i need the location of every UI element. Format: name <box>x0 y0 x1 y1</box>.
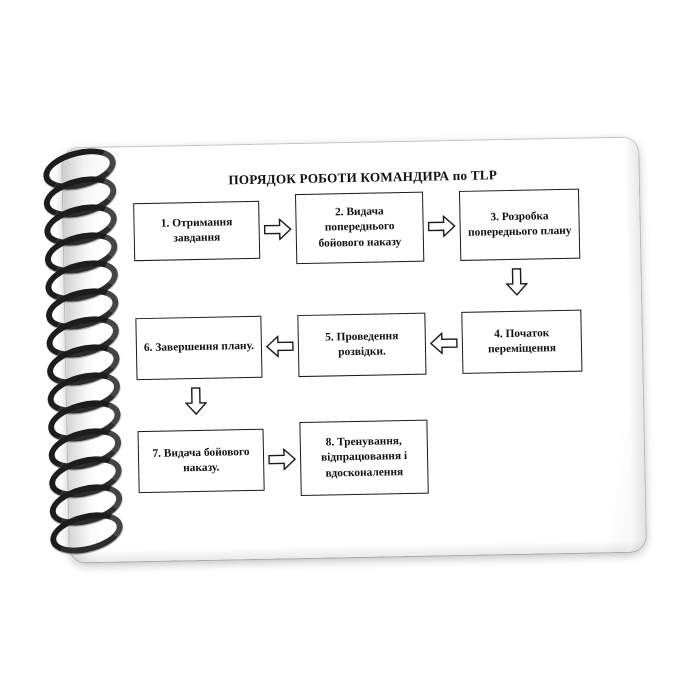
flow-node-1[interactable]: 1. Отримання завдання <box>133 201 260 261</box>
flow-node-6[interactable]: 6. Завершення плану. <box>135 316 262 380</box>
arrow-3-to-4 <box>505 268 528 296</box>
arrow-4-to-5 <box>430 332 458 355</box>
flow-node-7[interactable]: 7. Видача бойового наказу. <box>138 429 265 493</box>
flow-node-3[interactable]: 3. Розробка попереднього плану <box>459 189 580 261</box>
notebook-page <box>62 138 646 563</box>
flow-node-8[interactable]: 8. Тренування, відпрацювання і вдосконалення <box>299 420 428 496</box>
flow-node-4[interactable]: 4. Початок переміщення <box>461 310 582 374</box>
diagram-title: ПОРЯДОК РОБОТИ КОМАНДИРА по TLP <box>228 167 498 188</box>
arrow-6-to-7 <box>185 387 208 415</box>
arrow-5-to-6 <box>266 335 294 358</box>
flow-node-2[interactable]: 2. Видача попереднього бойового наказу <box>295 192 424 264</box>
flowchart <box>62 138 646 563</box>
flow-node-5[interactable]: 5. Проведення розвідки. <box>297 313 426 377</box>
spiral-binding <box>36 149 122 550</box>
spiral-notebook <box>62 138 646 563</box>
arrow-7-to-8 <box>268 448 296 471</box>
arrow-1-to-2 <box>263 218 291 241</box>
arrow-2-to-3 <box>427 215 455 238</box>
